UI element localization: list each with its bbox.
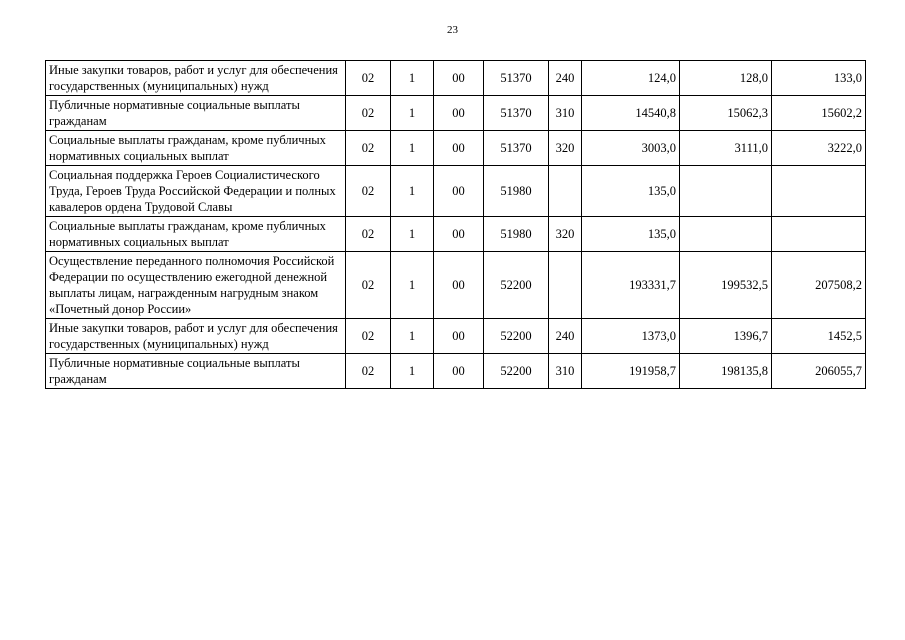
year-3-amount: 3222,0 — [772, 131, 866, 166]
year-2-amount: 198135,8 — [680, 354, 772, 389]
year-2-amount: 3111,0 — [680, 131, 772, 166]
direction-code: 51370 — [484, 61, 549, 96]
year-1-amount: 191958,7 — [582, 354, 680, 389]
year-1-amount: 1373,0 — [582, 319, 680, 354]
section-code: 02 — [346, 319, 391, 354]
year-1-amount: 14540,8 — [582, 96, 680, 131]
table-row — [46, 319, 866, 354]
year-2-amount — [680, 166, 772, 217]
row-name: Социальная поддержка Героев Социалистического Труда, Героев Труда Российской Федерации и полных кавалеров ордена Трудовой Славы — [46, 166, 346, 217]
row-name: Публичные нормативные социальные выплаты гражданам — [46, 354, 346, 389]
direction-code: 51980 — [484, 217, 549, 252]
direction-code: 52200 — [484, 354, 549, 389]
expense-type-code — [549, 252, 582, 319]
subprogram-code: 1 — [391, 217, 434, 252]
main-event-code: 00 — [434, 354, 484, 389]
table-row — [46, 166, 866, 217]
table-row — [46, 252, 866, 319]
year-3-amount — [772, 217, 866, 252]
expense-type-code: 320 — [549, 131, 582, 166]
year-3-amount — [772, 166, 866, 217]
row-name: Иные закупки товаров, работ и услуг для обеспечения государственных (муниципальных) нужд — [46, 319, 346, 354]
direction-code: 51370 — [484, 131, 549, 166]
section-code: 02 — [346, 354, 391, 389]
year-1-amount: 193331,7 — [582, 252, 680, 319]
year-3-amount: 207508,2 — [772, 252, 866, 319]
section-code: 02 — [346, 166, 391, 217]
direction-code: 52200 — [484, 319, 549, 354]
direction-code: 51370 — [484, 96, 549, 131]
budget-table-body — [46, 61, 866, 389]
expense-type-code: 320 — [549, 217, 582, 252]
table-row — [46, 96, 866, 131]
year-2-amount: 1396,7 — [680, 319, 772, 354]
subprogram-code: 1 — [391, 252, 434, 319]
subprogram-code: 1 — [391, 131, 434, 166]
year-3-amount: 133,0 — [772, 61, 866, 96]
expense-type-code: 240 — [549, 61, 582, 96]
row-name: Иные закупки товаров, работ и услуг для обеспечения государственных (муниципальных) нужд — [46, 61, 346, 96]
row-name: Осуществление переданного полномочия Российской Федерации по осуществлению ежегодной денежной выплаты лицам, награжденным нагрудным знаком «Почетный донор России» — [46, 252, 346, 319]
section-code: 02 — [346, 96, 391, 131]
row-name: Социальные выплаты гражданам, кроме публичных нормативных социальных выплат — [46, 217, 346, 252]
main-event-code: 00 — [434, 217, 484, 252]
year-1-amount: 135,0 — [582, 217, 680, 252]
year-1-amount: 124,0 — [582, 61, 680, 96]
year-2-amount: 199532,5 — [680, 252, 772, 319]
subprogram-code: 1 — [391, 319, 434, 354]
year-2-amount: 15062,3 — [680, 96, 772, 131]
main-event-code: 00 — [434, 96, 484, 131]
subprogram-code: 1 — [391, 354, 434, 389]
main-event-code: 00 — [434, 61, 484, 96]
main-event-code: 00 — [434, 319, 484, 354]
main-event-code: 00 — [434, 166, 484, 217]
budget-table — [45, 60, 866, 389]
subprogram-code: 1 — [391, 96, 434, 131]
row-name: Социальные выплаты гражданам, кроме публичных нормативных социальных выплат — [46, 131, 346, 166]
year-3-amount: 206055,7 — [772, 354, 866, 389]
table-row — [46, 61, 866, 96]
table-row — [46, 131, 866, 166]
year-3-amount: 1452,5 — [772, 319, 866, 354]
year-1-amount: 135,0 — [582, 166, 680, 217]
section-code: 02 — [346, 252, 391, 319]
page-number: 23 — [447, 24, 458, 36]
year-2-amount: 128,0 — [680, 61, 772, 96]
table-row — [46, 354, 866, 389]
expense-type-code — [549, 166, 582, 217]
section-code: 02 — [346, 131, 391, 166]
subprogram-code: 1 — [391, 166, 434, 217]
year-3-amount: 15602,2 — [772, 96, 866, 131]
row-name: Публичные нормативные социальные выплаты гражданам — [46, 96, 346, 131]
section-code: 02 — [346, 217, 391, 252]
section-code: 02 — [346, 61, 391, 96]
direction-code: 51980 — [484, 166, 549, 217]
year-2-amount — [680, 217, 772, 252]
table-row — [46, 217, 866, 252]
main-event-code: 00 — [434, 252, 484, 319]
subprogram-code: 1 — [391, 61, 434, 96]
expense-type-code: 310 — [549, 354, 582, 389]
year-1-amount: 3003,0 — [582, 131, 680, 166]
direction-code: 52200 — [484, 252, 549, 319]
main-event-code: 00 — [434, 131, 484, 166]
expense-type-code: 310 — [549, 96, 582, 131]
expense-type-code: 240 — [549, 319, 582, 354]
